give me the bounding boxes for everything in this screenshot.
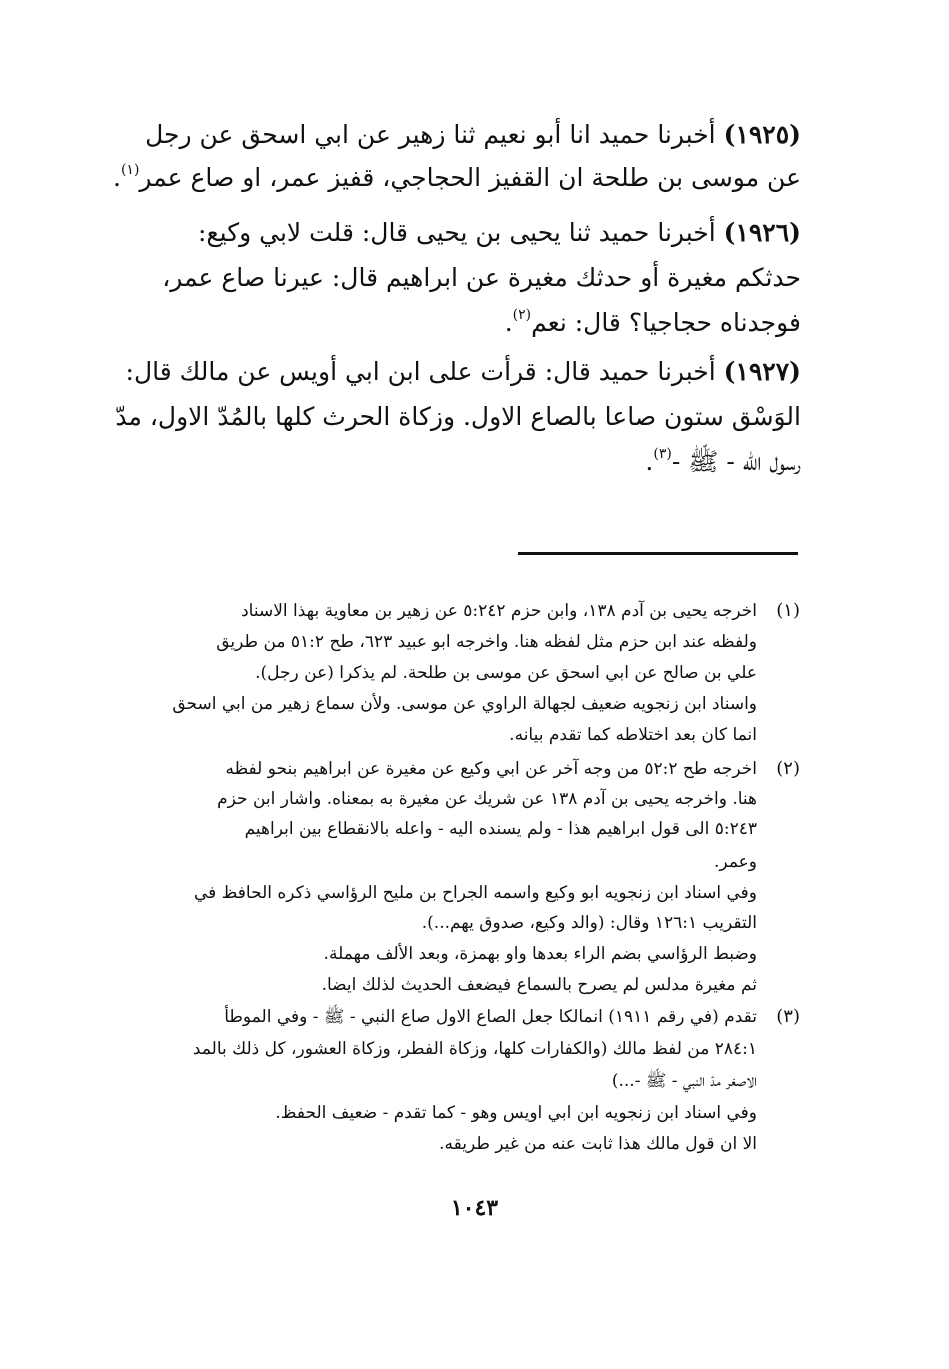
footnote-line: وعمر. bbox=[714, 852, 757, 872]
hadith-line bbox=[505, 308, 801, 342]
footnote-label: (٢) bbox=[776, 758, 800, 779]
footnote-line: وفي اسناد ابن زنجويه ابن ابي اويس وهو - كما تقدم - ضعيف الحفظ. bbox=[275, 1103, 757, 1123]
hadith-number: (١٩٢٦) bbox=[723, 218, 801, 247]
sentence-end: . bbox=[645, 447, 654, 476]
hadith-line bbox=[645, 447, 801, 481]
hadith-text: رسول الله - ﷺ - bbox=[671, 447, 801, 476]
footnote-line: ثم مغيرة مدلس لم يصرح بالسماع فيضعف الحديث لذلك ايضا. bbox=[321, 975, 757, 995]
footnote-line: اخرجه طح ٥٢:٢ من وجه آخر عن ابي وكيع عن مغيرة عن ابراهيم بنحو لفظه bbox=[225, 759, 757, 779]
hadith-text: عن موسى بن طلحة ان القفيز الحجاجي، قفيز عمر، او صاع عمر bbox=[139, 163, 801, 192]
footnote-ref[interactable]: (٢) bbox=[512, 307, 532, 323]
hadith-line bbox=[145, 120, 801, 150]
sentence-end: . bbox=[504, 308, 513, 337]
footnote-label: (١) bbox=[776, 600, 800, 621]
hadith-line bbox=[126, 357, 801, 387]
hadith-number: (١٩٢٧) bbox=[723, 357, 801, 386]
footnote-line: وفي اسناد ابن زنجويه ابو وكيع واسمه الجراح بن مليح الرؤاسي ذكره الحافظ في bbox=[193, 883, 757, 903]
footnote-ref[interactable]: (٣) bbox=[653, 446, 672, 462]
footnote-line: ٥:٢٤٣ الى قول ابراهيم هذا - ولم يسنده اليه - واعله بالانقطاع بين ابراهيم bbox=[244, 819, 757, 839]
footnote-label: (٣) bbox=[776, 1006, 800, 1027]
hadith-line bbox=[113, 163, 801, 197]
sentence-end: . bbox=[112, 163, 121, 192]
hadith-text: الوَسْق ستون صاعا بالصاع الاول. وزكاة الحرث كلها بالمُدّ الاول، مدّ bbox=[115, 402, 801, 431]
footnote-line: ولفظه عند ابن حزم مثل لفظه هنا. واخرجه ابو عبيد ٦٢٣، طح ٥١:٢ من طريق bbox=[216, 632, 757, 652]
footnote-line: اخرجه يحيى بن آدم ١٣٨، وابن حزم ٥:٢٤٢ عن زهير بن معاوية بهذا الاسناد bbox=[241, 601, 757, 621]
page-number: ١٠٤٣ bbox=[450, 1195, 499, 1221]
hadith-line bbox=[115, 402, 801, 432]
footnote-line: علي بن صالح عن ابي اسحق عن موسى بن طلحة. لم يذكرا (عن رجل). bbox=[255, 663, 757, 683]
footnote-line: واسناد ابن زنجويه ضعيف لجهالة الراوي عن موسى. ولأن سماع زهير من ابي اسحق bbox=[172, 694, 757, 714]
footnote-line: ٢٨٤:١ من لفظ مالك (والكفارات كلها، وزكاة الفطر، وزكاة العشور، كل ذلك بالمد bbox=[192, 1039, 757, 1059]
hadith-number: (١٩٢٥) bbox=[723, 120, 801, 149]
hadith-text: أخبرنا حميد انا أبو نعيم ثنا زهير عن ابي اسحق عن رجل bbox=[145, 120, 716, 149]
footnote-ref[interactable]: (١) bbox=[120, 162, 140, 178]
hadith-line bbox=[198, 218, 801, 248]
footnote-line: تقدم (في رقم ١٩١١) انمالكا جعل الصاع الاول صاع النبي - ﷺ - وفي الموطأ bbox=[224, 1007, 757, 1027]
footnote-line: وضبط الرؤاسي بضم الراء بعدها واو بهمزة، وبعد الألف مهملة. bbox=[323, 944, 757, 964]
hadith-line bbox=[162, 263, 801, 293]
hadith-text: أخبرنا حميد ثنا يحيى بن يحيى قال: قلت لابي وكيع: bbox=[197, 218, 716, 247]
footnote-line: الاصغر مدّ النبي - ﷺ -...) bbox=[611, 1071, 757, 1091]
footnote-line: انما كان بعد اختلاطه كما تقدم بيانه. bbox=[509, 725, 757, 745]
hadith-text: حدثكم مغيرة أو حدثك مغيرة عن ابراهيم قال: عيرنا صاع عمر، bbox=[162, 263, 801, 292]
footnote-line: هنا. واخرجه يحيى بن آدم ١٣٨ عن شريك عن مغيرة به بمعناه. واشار ابن حزم bbox=[217, 789, 757, 809]
hadith-text: أخبرنا حميد قال: قرأت على ابن ابي أويس عن مالك قال: bbox=[125, 357, 716, 386]
footnote-separator bbox=[518, 552, 798, 555]
hadith-text: فوجدناه حجاجيا؟ قال: نعم bbox=[531, 308, 801, 337]
footnote-line: الا ان قول مالك هذا ثابت عنه من غير طريقه. bbox=[439, 1134, 757, 1154]
footnote-line: التقريب ١٢٦:١ وقال: (والد وكيع، صدوق يهم...). bbox=[421, 913, 757, 933]
